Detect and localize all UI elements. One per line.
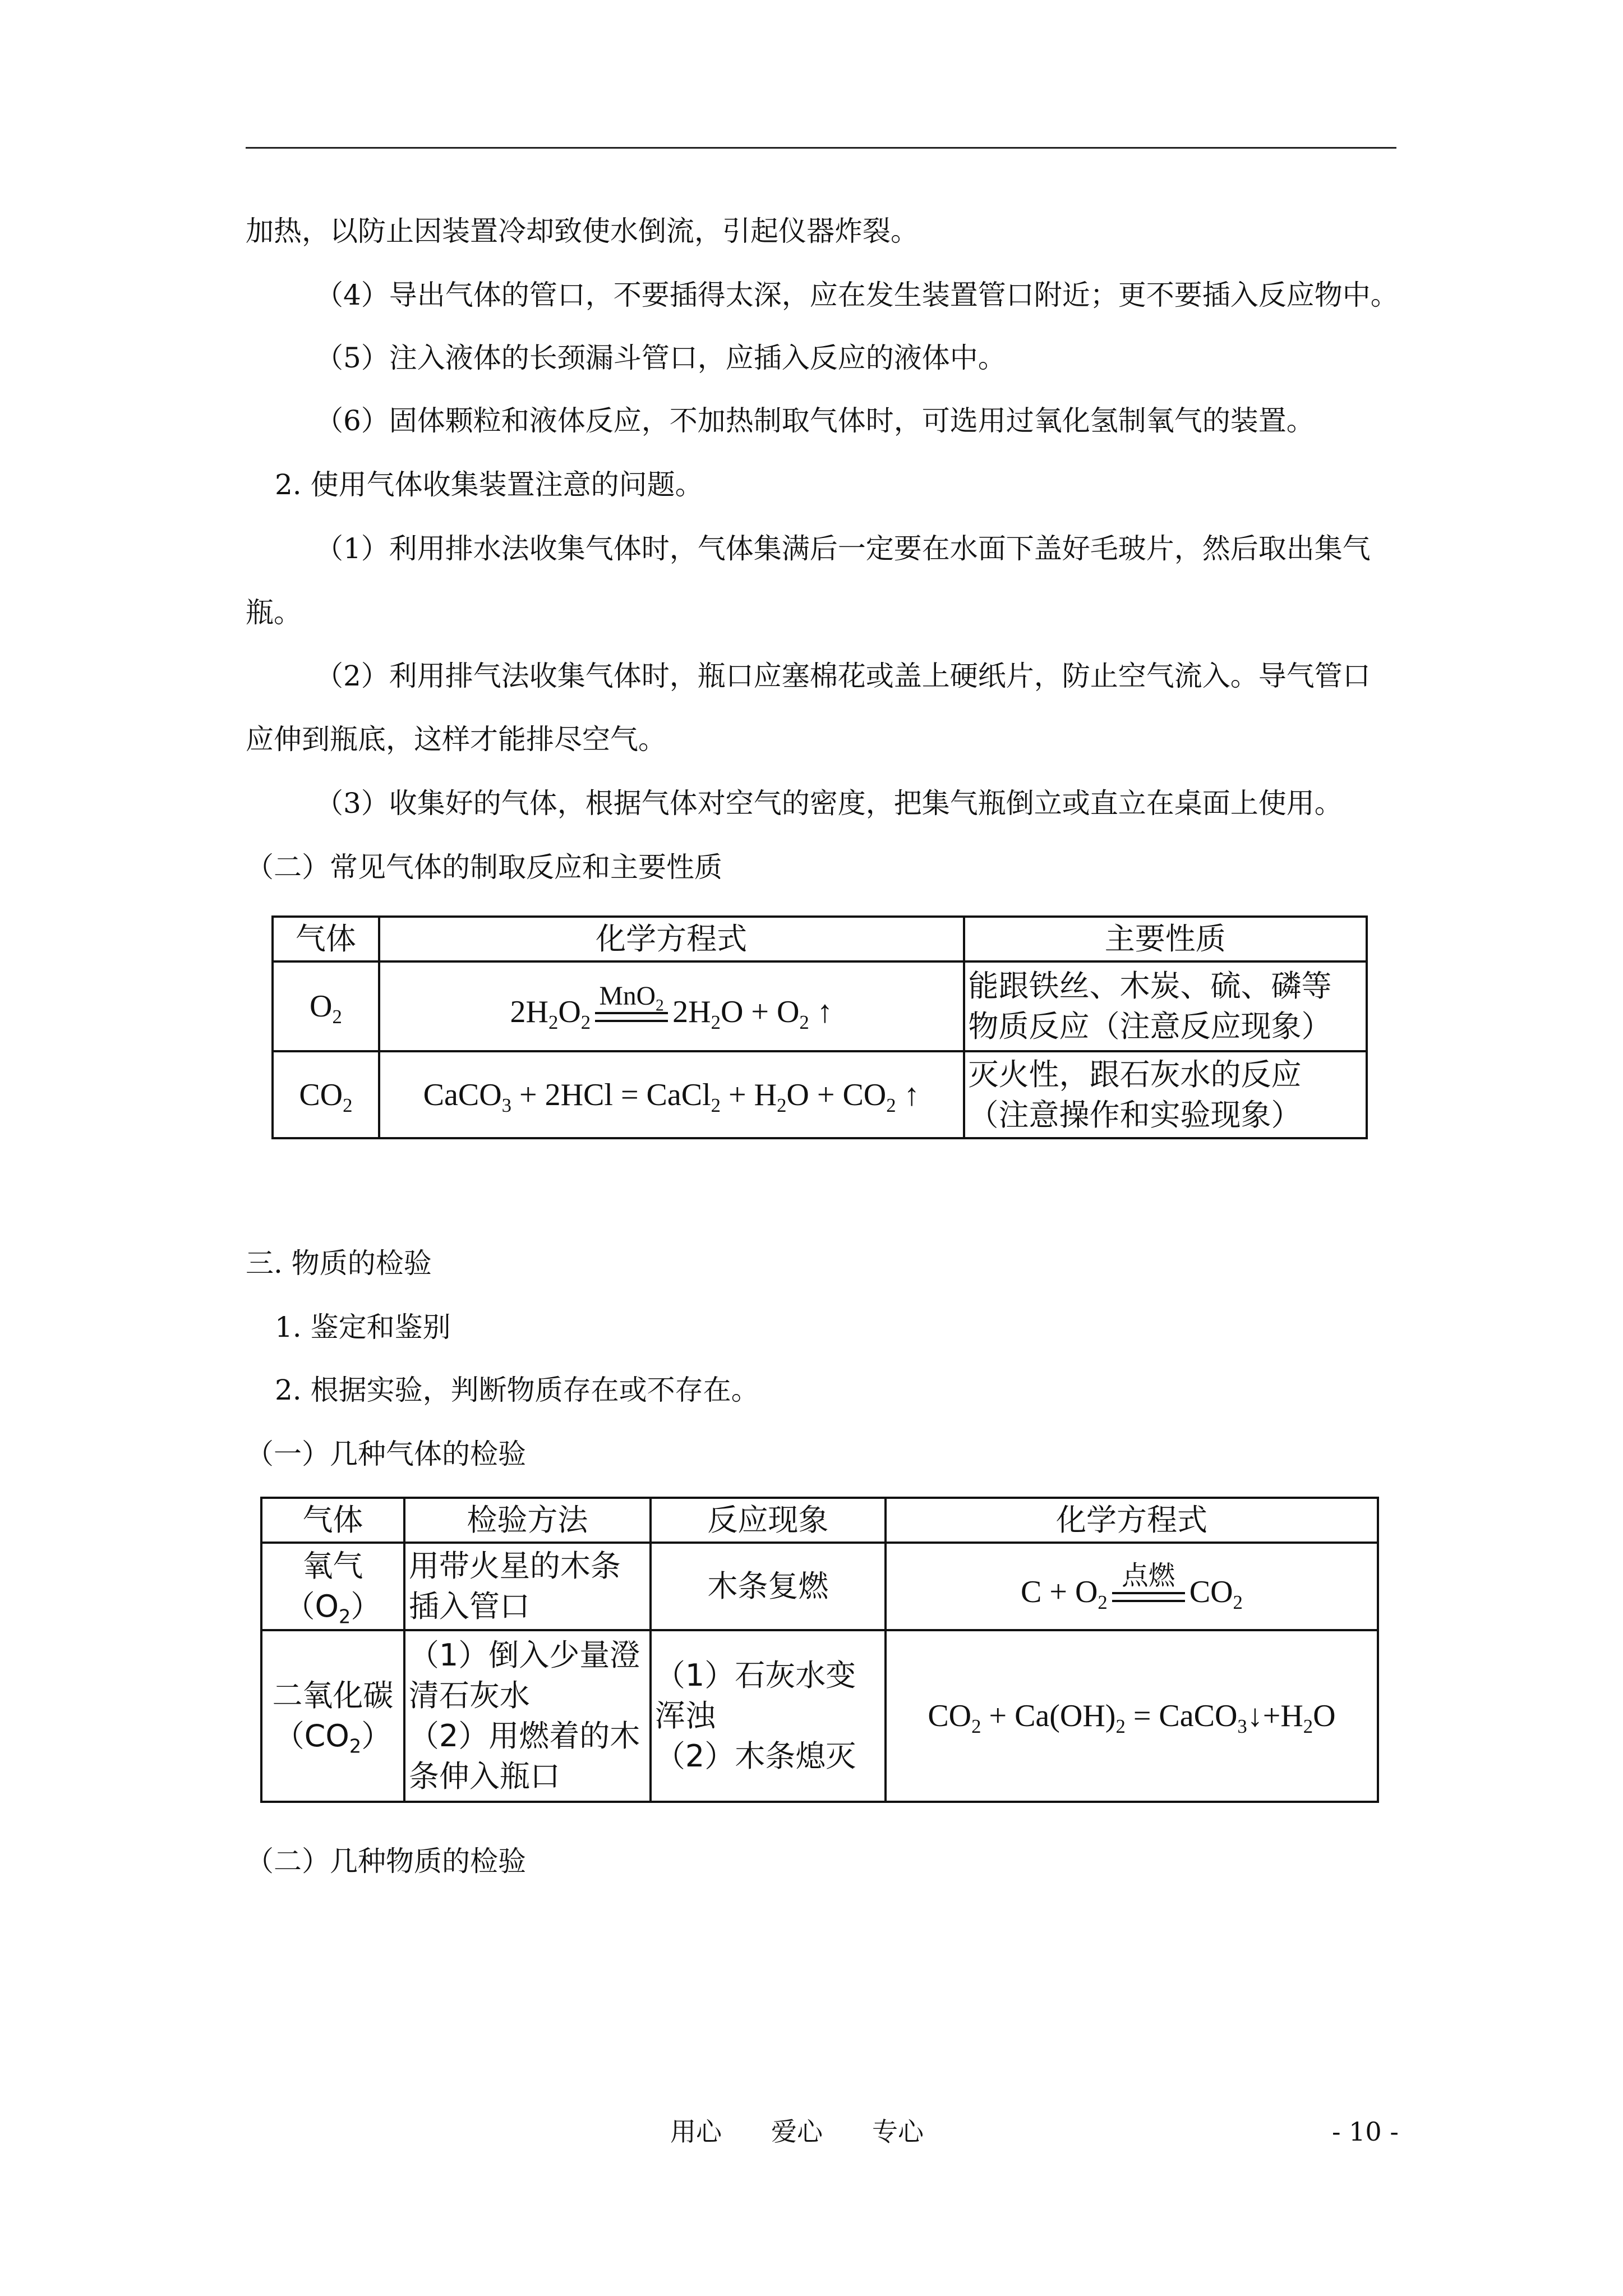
section-heading: 三. 物质的检验 [246, 1247, 432, 1280]
section-item: 1. 鉴定和鉴别 [275, 1311, 451, 1343]
paragraph: 应伸到瓶底，这样才能排尽空气。 [246, 723, 666, 756]
section-item: 2. 根据实验，判断物质存在或不存在。 [275, 1374, 759, 1406]
section-item: 2. 使用气体收集装置注意的问题。 [275, 468, 703, 501]
gas-preparation-table [271, 915, 1368, 1139]
method-cell: （1）倒入少量澄 清石灰水 （2）用燃着的木 条伸入瓶口 [404, 1630, 651, 1802]
paragraph: （4）导出气体的管口，不要插得太深，应在发生装置管口附近；更不要插入反应物中。 [315, 279, 1399, 311]
page-number: - 10 - [1332, 2116, 1399, 2147]
gas-test-table [260, 1497, 1379, 1803]
header-cell: 气体 [261, 1498, 404, 1543]
section-heading: （二）几种物质的检验 [246, 1845, 526, 1878]
header-cell: 反应现象 [651, 1498, 886, 1543]
precipitate-down-arrow-icon: ↓ [1247, 1699, 1263, 1733]
equation-cell: $CO_2 + Ca(OH)_2$ = $CaCO_3↓+H_2O$ [886, 1630, 1378, 1802]
header-cell: 化学方程式 [379, 917, 964, 961]
property-cell: 能跟铁丝、木炭、硫、磷等 物质反应（注意反应现象） [964, 961, 1367, 1051]
gas-cell: 氧气 $(O_2)$ [261, 1543, 404, 1630]
paragraph: （3）收集好的气体，根据气体对空气的密度，把集气瓶倒立或直立在桌面上使用。 [315, 787, 1343, 820]
header-cell: 主要性质 [964, 917, 1367, 961]
footer-motto: 爱心 [771, 2116, 823, 2147]
gas-up-arrow-icon: ↑ [903, 1077, 920, 1112]
paragraph: 加热，以防止因装置冷却致使水倒流，引起仪器炸裂。 [246, 215, 919, 247]
header-cell: 化学方程式 [886, 1498, 1378, 1543]
reaction-condition: MnO$_2$ [595, 981, 668, 1032]
paragraph: （1）利用排水法收集气体时，气体集满后一定要在水面下盖好毛玻片，然后取出集气 [315, 532, 1371, 565]
paragraph: （6）固体颗粒和液体反应，不加热制取气体时，可选用过氧化氢制氧气的装置。 [315, 404, 1315, 437]
method-cell: 用带火星的木条 插入管口 [404, 1543, 651, 1630]
header-cell: 气体 [273, 917, 379, 961]
paragraph: 瓶。 [246, 596, 302, 629]
reaction-condition: 点燃 [1112, 1561, 1185, 1612]
equation-cell: CaCO$_3$ + 2HCl = CaCl$_2$ + $H_2O + CO_2$ ↑ [379, 1051, 964, 1138]
footer-motto: 用心 [670, 2116, 722, 2147]
phenomenon-cell: （1）石灰水变 浑浊 （2）木条熄灭 [651, 1630, 886, 1802]
gas-cell: $CO_2$ [273, 1051, 379, 1138]
section-heading: （一）几种气体的检验 [246, 1438, 526, 1470]
section-heading: （二）常见气体的制取反应和主要性质 [246, 851, 722, 884]
gas-up-arrow-icon: ↑ [817, 995, 833, 1029]
paragraph: （5）注入液体的长颈漏斗管口，应插入反应的液体中。 [315, 342, 1006, 374]
footer-motto: 专心 [872, 2116, 924, 2147]
equation-cell: $2H_2O_2$ MnO$_2$ $2H_2O + O_2$ ↑ [379, 961, 964, 1051]
property-cell: 灭火性，跟石灰水的反应 （注意操作和实验现象） [964, 1051, 1367, 1138]
header-cell: 检验方法 [404, 1498, 651, 1543]
paragraph: （2）利用排气法收集气体时，瓶口应塞棉花或盖上硬纸片，防止空气流入。导气管口 [315, 660, 1371, 692]
gas-cell: 二氧化碳 $(CO_2)$ [261, 1630, 404, 1802]
phenomenon-cell: 木条复燃 [651, 1543, 886, 1630]
header-rule [246, 147, 1396, 149]
gas-cell: $O_2$ [273, 961, 379, 1051]
equation-cell: $C + O_2$ 点燃 $CO_2$ [886, 1543, 1378, 1630]
